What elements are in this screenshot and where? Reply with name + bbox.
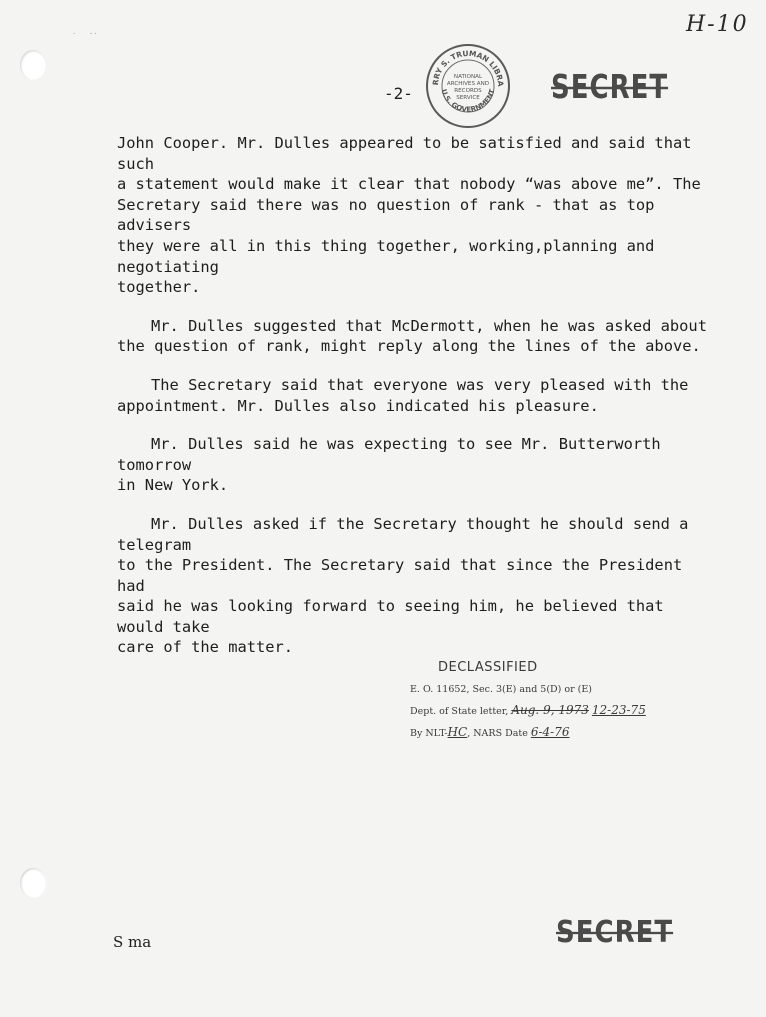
- stamp-center-line-2: ARCHIVES AND: [446, 81, 490, 87]
- memo-paragraph: John Cooper. Mr. Dulles appeared to be satisfied and said that such a statement would make it clear that nobody “was above me”. The Secretary said there was no question of rank - that as top advisers they were all in this thing together, working,planning and negotiating together.: [117, 134, 701, 297]
- memo-paragraph: Mr. Dulles asked if the Secretary thought he should send a telegram to the President. The Secretary said that since the President had said he was looking forward to seeing him, he believed that would take care of the matter.: [117, 514, 689, 657]
- punch-hole-bottom: [20, 868, 46, 898]
- declass-nars-date: 6-4-76: [530, 725, 570, 739]
- stamp-bottom-text: U.S. GOVERNMENT: [439, 88, 497, 114]
- archives-stamp-seal: [424, 42, 512, 130]
- archives-stamp: [424, 42, 512, 130]
- declass-by-line: [410, 722, 630, 744]
- typist-initials: S ma: [113, 933, 152, 951]
- stamp-center-line-3: RECORDS: [454, 88, 482, 94]
- classification-stamp-top: SECRET: [551, 69, 669, 107]
- memo-paragraph: Mr. Dulles suggested that McDermott, when he was asked about the question of rank, might reply along the lines of the above.: [117, 316, 707, 356]
- memo-paragraph: The Secretary said that everyone was very pleased with the appointment. Mr. Dulles also indicated his pleasure.: [117, 375, 689, 415]
- declass-nars-label: , NARS Date: [467, 728, 528, 739]
- declass-by-label: By NLT-: [410, 728, 448, 739]
- classification-stamp-bottom: SECRET: [556, 915, 674, 951]
- declass-letter-line: [410, 700, 646, 722]
- declassified-heading: DECLASSIFIED: [438, 660, 538, 675]
- paper-specks: · ··: [72, 30, 98, 38]
- declass-struck-date: Aug. 9, 1973: [511, 703, 589, 717]
- declass-letter-label: Dept. of State letter,: [410, 706, 509, 717]
- declass-authority-line: E. O. 11652, Sec. 3(E) and 5(D) or (E): [410, 684, 593, 695]
- page-number: -2-: [384, 84, 413, 103]
- declass-initials: HC: [447, 725, 468, 739]
- declassification-stamp: [410, 660, 646, 744]
- declass-handwritten-date: 12-23-75: [591, 703, 646, 717]
- memo-paragraph: Mr. Dulles said he was expecting to see Mr. Butterworth tomorrow in New York.: [117, 435, 661, 495]
- memo-body: [117, 133, 717, 676]
- handwritten-note: H-10: [686, 12, 749, 37]
- stamp-center-line-4: SERVICE: [456, 95, 480, 101]
- stamp-ring-text: RRY S. TRUMAN LIBRA: [430, 48, 506, 87]
- punch-hole-top: [20, 50, 46, 80]
- stamp-center-line-1: NATIONAL: [453, 74, 483, 80]
